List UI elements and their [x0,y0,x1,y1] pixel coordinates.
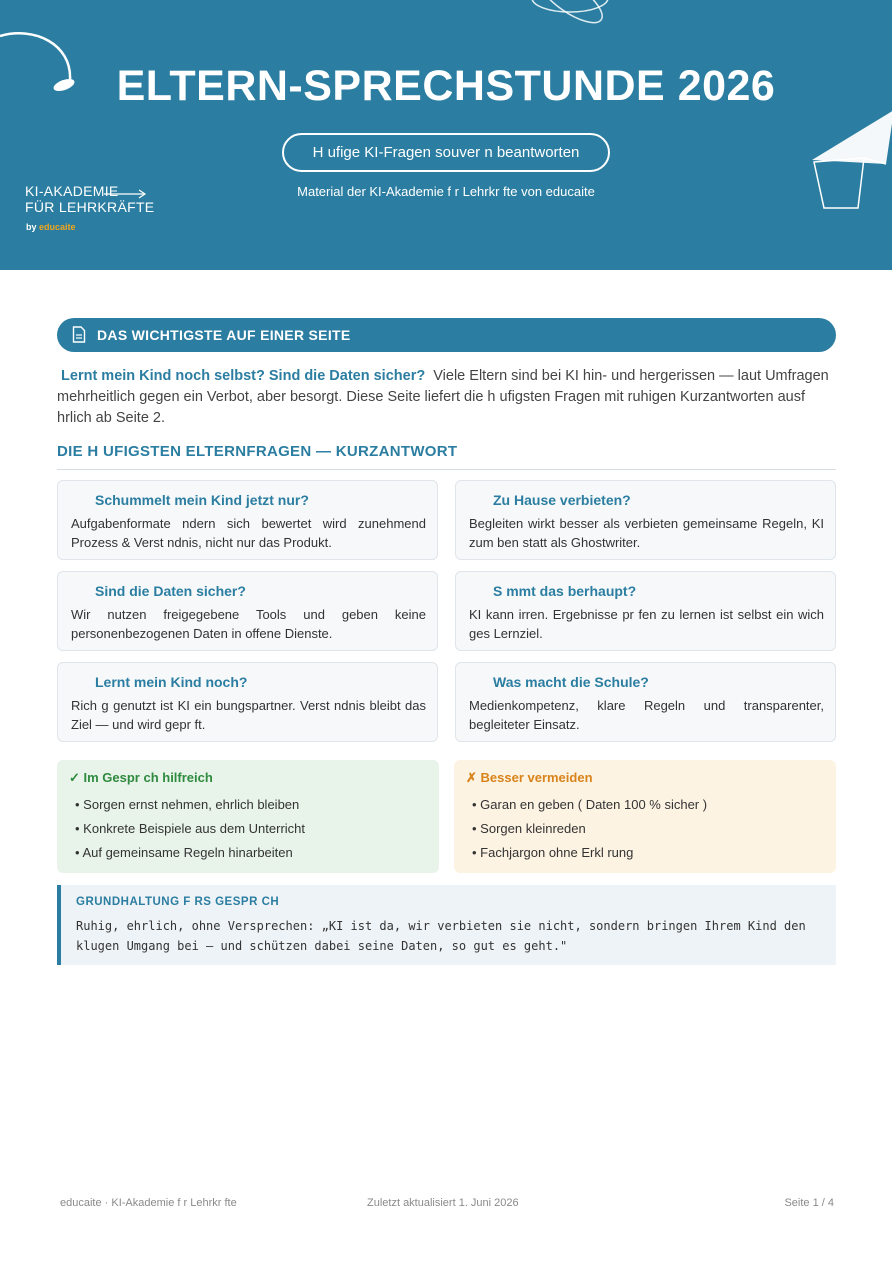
logo-by-word: by [26,222,37,232]
list-item: • Konkrete Beispiele aus dem Unterricht [75,817,305,841]
faq-card [455,571,836,651]
logo-brand: educaite [39,222,76,232]
faq-answer: KI kann irren. Ergebnisse pr fen zu lernen ist selbst ein wich ges Lernziel. [469,607,824,641]
material-line: Material der KI-Akademie f r Lehrkr fte von educaite [297,184,595,199]
list-item: • Auf gemeinsame Regeln hinarbeiten [75,841,305,865]
section-label: DAS WICHTIGSTE AUF EINER SEITE [97,327,351,343]
helpful-box [57,760,439,873]
page-number: Seite 1 / 4 [784,1197,834,1209]
list-item: • Sorgen ernst nehmen, ehrlich bleiben [75,793,305,817]
faq-question: Zu Hause verbieten? [493,492,631,508]
faq-answer: Rich g genutzt ist KI ein bungspartner. Verst ndnis bleibt das Ziel — und wird gepr ft. [71,698,426,732]
quote-heading: GRUNDHALTUNG F RS GESPR CH [76,896,280,908]
logo-byline [26,222,76,232]
attitude-quote [57,885,836,965]
page-header [0,0,892,270]
intro-lead: Lernt mein Kind noch selbst? Sind die Daten sicher? [61,368,426,384]
faq-question: Was macht die Schule? [493,674,649,690]
atom-icon [526,0,616,36]
document-icon [72,326,86,343]
footer-left: educaite · KI-Akademie f r Lehrkr fte [60,1197,237,1209]
logo-text-line2: FÜR LEHRKRÄFTE [25,199,155,215]
faq-card [57,571,438,651]
faq-answer: Medienkompetenz, klare Regeln und transparenter, begleiteter Einsatz. [469,698,824,732]
logo-text-line1: KI-AKADEMIE [25,183,119,199]
faq-question: Lernt mein Kind noch? [95,674,248,690]
faq-heading: DIE H UFIGSTEN ELTERNFRAGEN — KURZANTWORT [57,443,836,470]
list-item: • Fachjargon ohne Erkl rung [472,841,707,865]
faq-question: S mmt das berhaupt? [493,583,637,599]
faq-question: Sind die Daten sicher? [95,583,246,599]
section-bar [57,318,836,352]
faq-answer: Aufgabenformate ndern sich bewertet wird zunehmend Prozess & Verst ndnis, nicht nur das Produkt. [71,516,426,550]
subtitle-pill: H ufige KI-Fragen souver n beantworten [282,133,610,172]
avoid-heading: ✗ Besser vermeiden [466,770,593,785]
helpful-list [75,793,305,865]
avoid-list [472,793,707,865]
faq-card [455,662,836,742]
page-title: ELTERN-SPRECHSTUNDE 2026 [116,62,776,110]
list-item: • Garan en geben ( Daten 100 % sicher ) [472,793,707,817]
footer-updated: Zuletzt aktualisiert 1. Juni 2026 [367,1197,519,1209]
faq-question: Schummelt mein Kind jetzt nur? [95,492,309,508]
helpful-heading: ✓ Im Gespr ch hilfreich [69,770,213,785]
list-item: • Sorgen kleinreden [472,817,707,841]
faq-card [57,480,438,560]
faq-card [455,480,836,560]
intro-body: Viele Eltern sind bei KI hin- und hergerissen — laut Umfragen mehrheitlich gegen ein Verbot, aber besorgt. Diese Seite liefert die h ufigsten Fragen mit ruhigen Kurzantworten ausf hrlich ab Seite 2. [57,368,829,426]
faq-card [57,662,438,742]
avoid-box [454,760,836,873]
quote-text: Ruhig, ehrlich, ohne Versprechen: „KI ist da, wir verbieten sie nicht, sondern bringen Ihrem Kind den klugen Umgang bei — und schützen dabei seine Daten, so gut es geht." [76,919,806,953]
intro-paragraph [57,366,837,429]
faq-answer: Begleiten wirkt besser als verbieten gemeinsame Regeln, KI zum ben statt als Ghostwriter. [469,516,824,550]
faq-answer: Wir nutzen freigegebene Tools und geben keine personenbezogenen Daten in offene Dienste. [71,607,426,641]
